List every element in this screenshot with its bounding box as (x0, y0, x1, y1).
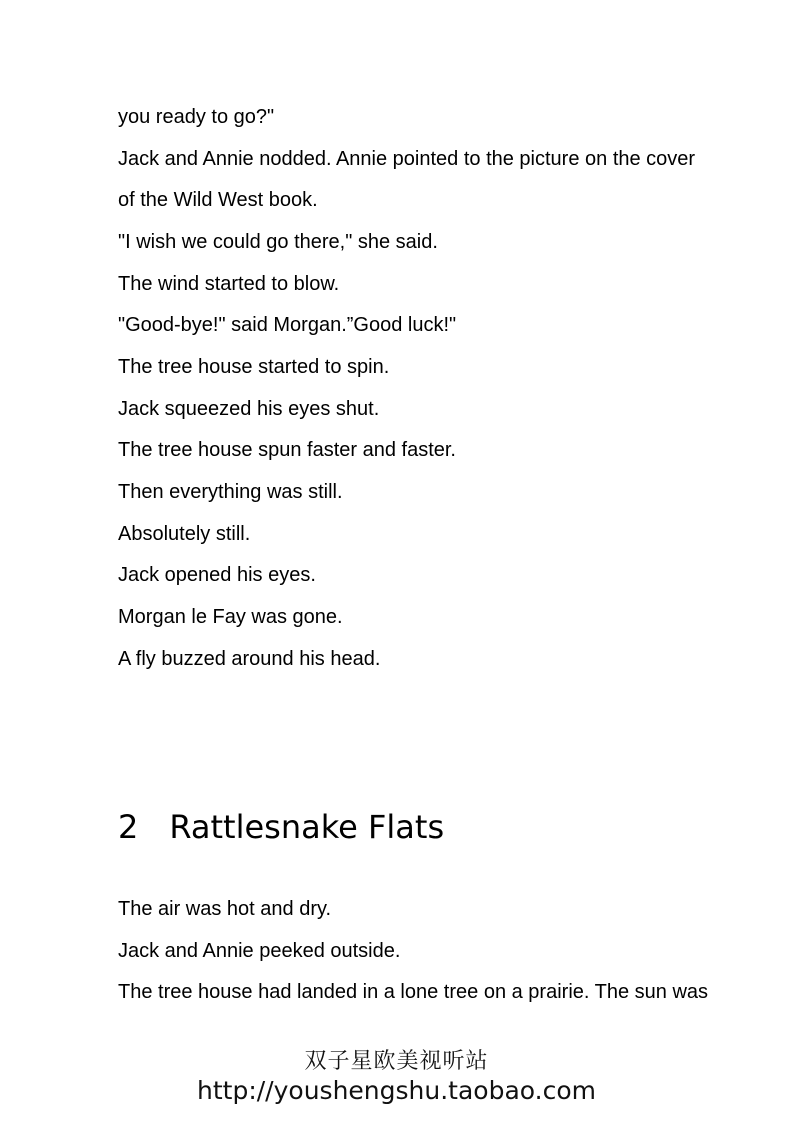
chapter-title: Rattlesnake Flats (169, 808, 445, 846)
story-paragraph-block-1 (118, 97, 708, 680)
footer-url: http://youshengshu.taobao.com (197, 1076, 596, 1105)
text-line: Morgan le Fay was gone. (118, 605, 343, 628)
chapter-heading (118, 809, 444, 845)
text-line: Jack and Annie nodded. Annie pointed to the picture on the cover (118, 147, 696, 170)
chapter-number: 2 (118, 808, 139, 846)
text-line: The tree house started to spin. (118, 355, 390, 378)
text-line: A fly buzzed around his head. (118, 647, 381, 670)
text-line: Then everything was still. (118, 480, 343, 503)
text-line: Absolutely still. (118, 522, 251, 545)
text-line: "Good-bye!" said Morgan.”Good luck!" (118, 314, 457, 337)
story-paragraph-block-2 (118, 889, 708, 1014)
text-line: The tree house had landed in a lone tree on a prairie. The sun was (118, 981, 709, 1004)
text-line: Jack opened his eyes. (118, 564, 316, 587)
page-footer (0, 1047, 793, 1105)
text-line: "I wish we could go there," she said. (118, 230, 438, 253)
text-line: Jack squeezed his eyes shut. (118, 397, 380, 420)
text-line: Jack and Annie peeked outside. (118, 939, 401, 962)
footer-site-name: 双子星欧美视听站 (304, 1049, 489, 1074)
text-line: The tree house spun faster and faster. (118, 439, 456, 462)
text-line: of the Wild West book. (118, 189, 318, 212)
text-line: The wind started to blow. (118, 272, 340, 295)
text-line: The air was hot and dry. (118, 898, 332, 920)
text-line: you ready to go?" (118, 106, 275, 128)
